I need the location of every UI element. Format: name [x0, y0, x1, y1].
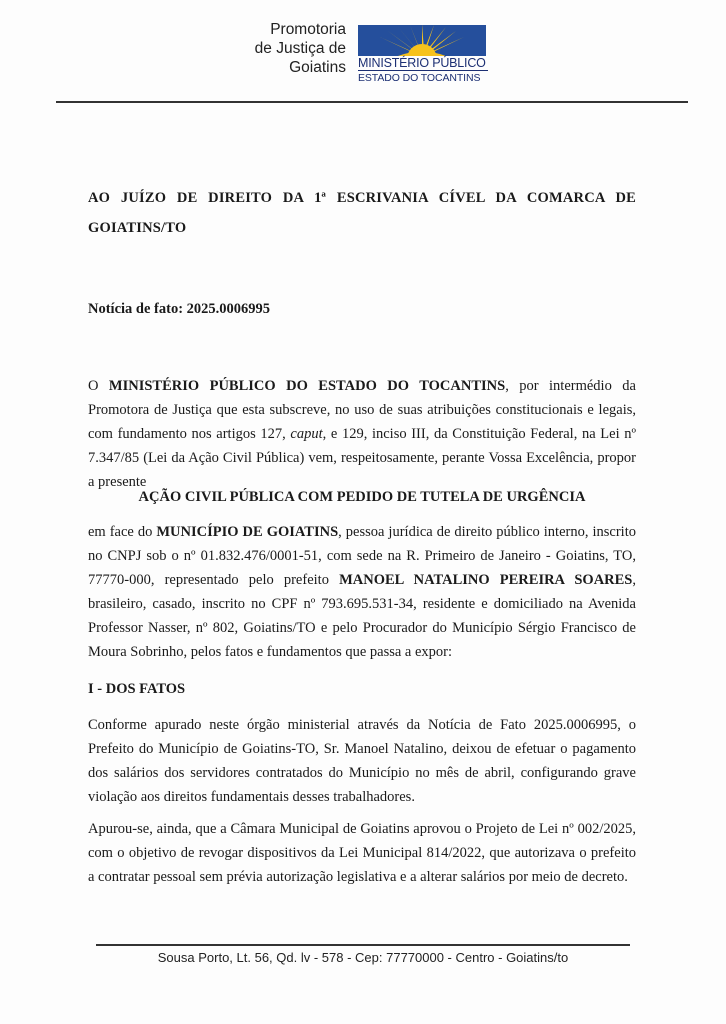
- caput-term: caput: [290, 426, 323, 442]
- party-pre: em face do: [88, 524, 157, 540]
- court-addressee: AO JUÍZO DE DIREITO DA 1ª ESCRIVANIA CÍVEL DA COMARCA DE GOIATINS/TO: [88, 190, 636, 236]
- letterhead: [0, 0, 726, 104]
- defendant-name: MUNICÍPIO DE GOIATINS: [156, 524, 339, 540]
- org-line-2: de Justiça de: [254, 40, 346, 57]
- intro-text-1: , por intermédio da Promotora de Justiça que esta subscreve, no uso de suas atribuições constitucionais e legais, com fundamento nos artigos 127,: [88, 378, 636, 442]
- logo-line-2: ESTADO DO TOCANTINS: [358, 70, 488, 84]
- header-divider: [56, 101, 688, 103]
- org-line-1: Promotoria: [270, 21, 346, 38]
- defendant-paragraph: [88, 520, 636, 664]
- facts-paragraph-1: Conforme apurado neste órgão ministerial através da Notícia de Fato 2025.0006995, o Prefeito do Município de Goiatins-TO, Sr. Manoel Natalino, deixou de efetuar o pagamento dos salários dos servidores contratados do Município no mês de abril, configurando grave violação aos direitos fundamentais desses trabalhadores.: [88, 717, 636, 805]
- plaintiff-name: MINISTÉRIO PÚBLICO DO ESTADO DO TOCANTINS: [108, 378, 506, 394]
- intro-paragraph: [88, 374, 636, 494]
- intro-pre: O: [88, 378, 109, 394]
- ministerio-publico-logo: [358, 25, 488, 87]
- section-title: I - DOS FATOS: [88, 681, 186, 697]
- facts-paragraph-2: Apurou-se, ainda, que a Câmara Municipal de Goiatins aprovou o Projeto de Lei nº 002/2025, com o objetivo de revogar dispositivos da Lei Municipal 814/2022, que autorizava o prefeito a contratar pessoal sem prévia autorização legislativa e a alterar salários por meio de decreto.: [88, 821, 636, 885]
- action-title: AÇÃO CIVIL PÚBLICA COM PEDIDO DE TUTELA DE URGÊNCIA: [138, 489, 586, 505]
- party-text-2: , brasileiro, casado, inscrito no CPF nº 793.695.531-34, residente e domiciliado na Avenida Professor Nasser, nº 802, Goiatins/TO e pelo Procurador do Município Sérgio Francisco de Moura Sobrinho, pelos fatos e fundamentos que passa a expor:: [88, 572, 636, 660]
- logo-line-1: MINISTÉRIO PÚBLICO: [358, 56, 486, 70]
- case-notice: [88, 298, 636, 320]
- footer-divider: [96, 944, 630, 946]
- org-line-3: Goiatins: [289, 59, 346, 76]
- prosecutor-office-name: [255, 20, 346, 77]
- party-text-1: , pessoa jurídica de direito público interno, inscrito no CNPJ sob o nº 01.832.476/0001-51, com sede na R. Primeiro de Janeiro - Goiatins, TO, 77770-000, representado pelo prefeito: [88, 524, 636, 588]
- intro-text-2: , e 129, inciso III, da Constituição Federal, na Lei nº 7.347/85 (Lei da Ação Civil Pública) vem, respeitosamente, perante Vossa Excelência, propor a presente: [88, 426, 636, 490]
- sun-emblem-icon: [358, 25, 486, 56]
- notice-label: Notícia de fato:: [88, 301, 184, 317]
- notice-number: 2025.0006995: [186, 301, 271, 317]
- mayor-name: MANOEL NATALINO PEREIRA SOARES: [339, 572, 633, 588]
- footer-address: Sousa Porto, Lt. 56, Qd. lv - 578 - Cep: 77770000 - Centro - Goiatins/to: [157, 950, 569, 965]
